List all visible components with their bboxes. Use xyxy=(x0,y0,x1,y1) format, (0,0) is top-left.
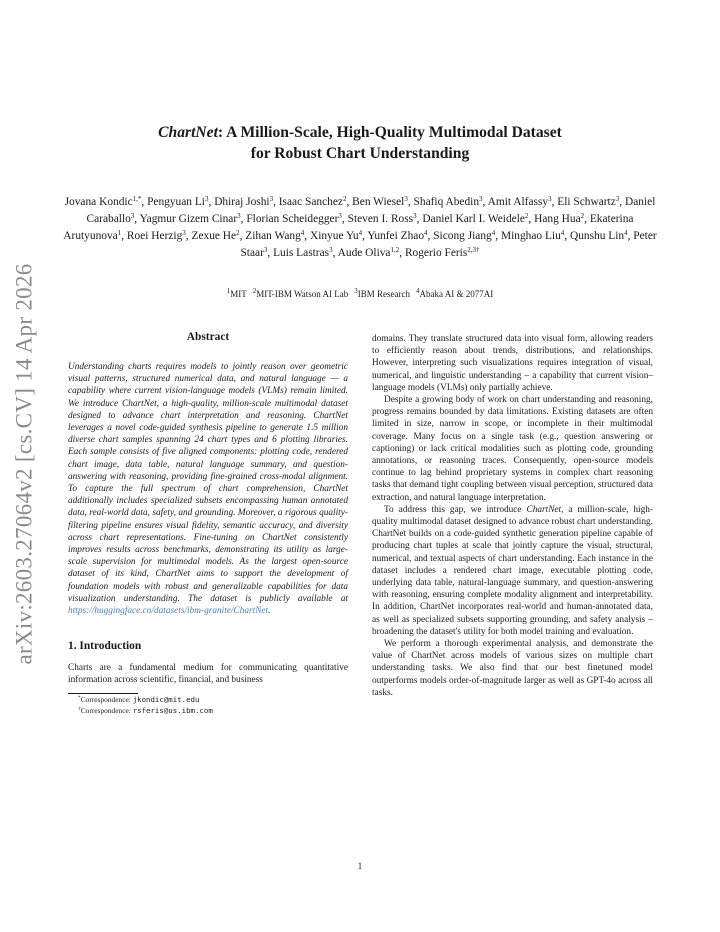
author-affiliation-mark: 3 xyxy=(130,212,135,220)
author-name: Ben Wiesel xyxy=(352,196,405,208)
author-name: Pengyuan Li xyxy=(147,196,205,208)
footnote-1-label: Correspondence: xyxy=(80,694,133,704)
intro-paragraph-3 xyxy=(372,504,653,638)
footnote-1 xyxy=(68,695,348,705)
author-affiliation-mark: 3 xyxy=(329,246,333,254)
author-affiliation-mark: 3 xyxy=(263,246,268,254)
affiliation-list xyxy=(60,288,660,300)
abstract-end: . xyxy=(268,606,271,617)
author-name: Aude Oliva xyxy=(337,247,391,259)
affiliation xyxy=(354,289,410,299)
author-name: Zexue He xyxy=(191,230,237,242)
author xyxy=(246,213,342,225)
author-affiliation-mark: 4 xyxy=(560,229,565,237)
author-affiliation-mark: 2 xyxy=(524,212,529,220)
left-column xyxy=(68,330,348,716)
affiliation xyxy=(253,289,349,299)
abstract-heading: Abstract xyxy=(186,331,230,343)
footnote-2-label: Correspondence: xyxy=(80,705,133,715)
intro-paragraph-1-start: Charts are a fundamental medium for communicating quantitative information across scientific, financial, and business xyxy=(68,663,348,686)
author xyxy=(433,230,495,242)
author xyxy=(140,213,241,225)
author xyxy=(557,196,619,208)
author xyxy=(352,196,408,208)
section-heading-introduction: 1. Introduction xyxy=(68,640,142,653)
author-affiliation-mark: 2 xyxy=(236,229,240,237)
author xyxy=(214,196,273,208)
affiliation xyxy=(416,289,493,299)
author-affiliation-mark: 3 xyxy=(413,212,417,220)
footnote-2-mark: † xyxy=(78,705,81,712)
author-name: Isaac Sanchez xyxy=(278,196,343,208)
author-name: Florian Scheidegger xyxy=(246,213,339,225)
footnote-1-email[interactable]: jkondic@mit.edu xyxy=(132,694,200,704)
author xyxy=(147,196,208,208)
author-affiliation-mark: 1 xyxy=(117,229,122,237)
author-name: Daniel Caraballo xyxy=(86,196,656,225)
author xyxy=(488,196,552,208)
author-name: Dhiraj Joshi xyxy=(214,196,270,208)
affiliation-mark: 3 xyxy=(354,287,358,295)
author-affiliation-mark: 1,2 xyxy=(390,246,400,254)
author-affiliation-mark: 3 xyxy=(182,229,186,237)
author xyxy=(65,196,142,208)
author-name: Xinyue Yu xyxy=(309,230,359,242)
title-line-1 xyxy=(60,122,660,143)
author-name: Peter Staar xyxy=(240,230,657,259)
author-name: Zihan Wang xyxy=(245,230,301,242)
affiliation-name: MIT-IBM Watson AI Lab xyxy=(256,289,349,299)
author-affiliation-mark: 2 xyxy=(580,212,585,220)
author xyxy=(367,230,427,242)
author-list: Jovana Kondic$^{1,*}$, Pengyuan Li$^3$, Dhiraj Joshi$^3$, Isaac Sanchez$^2$, Ben Wiesel$^3$, Shafiq Abedin$^3$, Amit Alfassy$^3$, Eli Schwartz$^3$, Daniel Caraballo$^3$, Yagmur Gizem Cinar$^3$, Florian Scheidegger$^3$, Steven I. Ross$^3$, Daniel Karl I. Weidele$^2$, Hang Hua$^2$, Ekaterina Arutyunova$^1$, Roei Herzig$^3$, Zexue He$^2$, Zihan Wang$^4$, Xinyue Yu$^4$, Yunfei Zhao$^4$, Sicong Jiang$^4$, Minghao Liu$^4$, Qunshu Lin$^4$, Peter Staar$^3$, Luis Lastras$^3$, Aude Oliva$^{1,2}$, Rogerio Feris$^{2,3\dagger}$ xyxy=(63,195,657,259)
author-affiliation-mark: 1,* xyxy=(132,195,142,203)
author-affiliation-mark: 4 xyxy=(424,229,428,237)
arxiv-stamp-text: arXiv:2603.27064v2 [cs.CV] 14 Apr 2026 xyxy=(12,263,37,665)
affiliation-mark: 1 xyxy=(226,287,231,295)
author-name: Sicong Jiang xyxy=(433,230,492,242)
title-line-2: for Robust Chart Understanding xyxy=(250,145,470,162)
arxiv-stamp xyxy=(2,256,48,672)
author-name: Steven I. Ross xyxy=(347,213,414,225)
footnote-2-email[interactable]: rsferis@us.ibm.com xyxy=(132,705,213,715)
author-name: Roei Herzig xyxy=(126,230,183,242)
author-name: Ekaterina Arutyunova xyxy=(63,213,634,242)
author-affiliation-mark: 3 xyxy=(548,195,552,203)
affiliation-mark: 4 xyxy=(416,287,420,295)
author xyxy=(191,230,239,242)
title-line-1-rest: : A Million-Scale, High-Quality Multimodal Dataset xyxy=(217,124,562,141)
author xyxy=(127,230,186,242)
author-affiliation-mark: 3 xyxy=(615,195,620,203)
affiliation-name: IBM Research xyxy=(357,289,410,299)
author-name: Qunshu Lin xyxy=(569,230,625,242)
author xyxy=(501,230,564,242)
author-affiliation-mark: 2,3† xyxy=(467,246,480,254)
author-name: Minghao Liu xyxy=(500,230,561,242)
intro-paragraph-3-b: , a million-scale, high-quality multimodal dataset designed to advance robust chart understanding. ChartNet builds on a code-guided synthetic generation pipeline capable of producing chart tuples at scale that jointly capture the visual, structural, numerical, and textual aspects of chart understanding. Each instance in the dataset includes a rendered chart image, executable plotting code, underlying data table, natural-language summary, and question-answering with reasoning, ensuring complete modality alignment and interpretability. In addition, ChartNet incorporates real-world and human-annotated data, as well as specialized subsets supporting grounding, and safety analysis – broadening the dataset's utility for both model training and evaluation. xyxy=(372,504,653,637)
dataset-link[interactable]: https://huggingface.co/datasets/ibm-granite/ChartNet xyxy=(68,606,269,617)
author xyxy=(405,247,480,259)
author xyxy=(570,230,628,242)
author-affiliation-mark: 2 xyxy=(342,195,347,203)
affiliation-name: Abaka AI & 2077AI xyxy=(419,289,494,299)
author xyxy=(273,247,333,259)
author-affiliation-mark: 3 xyxy=(269,195,274,203)
author-name: Amit Alfassy xyxy=(487,196,549,208)
page-number: 1 xyxy=(357,862,363,872)
author-affiliation-mark: 3 xyxy=(237,212,241,220)
author-name: Luis Lastras xyxy=(273,247,330,259)
author-name: Yunfei Zhao xyxy=(367,230,425,242)
intro-paragraph-1-continued: domains. They translate structured data into visual form, allowing readers to efficiently reason about trends, distributions, and relationships. However, interpreting such visualizations requires integration of visual, numerical, and linguistic understanding – a capability that current vision–language models (VLMs) only partially achieve. xyxy=(372,334,653,393)
author xyxy=(245,230,304,242)
author xyxy=(414,196,483,208)
paper-title xyxy=(60,122,660,164)
affiliation-mark: 2 xyxy=(252,287,257,295)
author-affiliation-mark: 3 xyxy=(479,195,483,203)
title-dataset-name: ChartNet xyxy=(158,124,218,141)
author-affiliation-mark: 3 xyxy=(404,195,408,203)
author-affiliation-mark: 3 xyxy=(204,195,209,203)
intro-paragraph-4: We perform a thorough experimental analysis, and demonstrate the value of ChartNet across models of various sizes on multiple chart understanding tasks. We also find that our best finetuned model outperforms models order-of-magnitude larger as well as GPT-4o across all tasks. xyxy=(372,639,653,698)
author xyxy=(279,196,347,208)
author-name: Rogerio Feris xyxy=(404,247,468,259)
author xyxy=(422,213,528,225)
author-affiliation-mark: 4 xyxy=(491,229,496,237)
author xyxy=(534,213,584,225)
affiliation xyxy=(227,289,247,299)
abstract-text xyxy=(68,361,348,617)
author-affiliation-mark: 4 xyxy=(300,229,305,237)
author-name: Jovana Kondic xyxy=(64,196,133,208)
author-name: Eli Schwartz xyxy=(557,196,616,208)
author xyxy=(310,230,362,242)
author-affiliation-mark: 4 xyxy=(624,229,628,237)
author-name: Yagmur Gizem Cinar xyxy=(139,213,238,225)
footnote-divider xyxy=(68,693,138,694)
intro-paragraph-3-a: To address this gap, we introduce xyxy=(384,504,527,515)
abstract-body: Understanding charts requires models to jointly reason over geometric visual patterns, structured numerical data, and natural language — a capability where current vision-language models (VLMs) remain limited. We introduce ChartNet, a high-quality, million-scale multimodal dataset designed to advance chart interpretation and reasoning. ChartNet leverages a novel code-guided synthesis pipeline to generate 1.5 million diverse chart samples spanning 24 chart types and 6 plotting libraries. Each sample consists of five aligned components: plotting code, rendered chart image, data table, natural language summary, and question-answering with reasoning, providing fine-grained cross-modal alignment. To capture the full spectrum of chart comprehension, ChartNet additionally includes specialized subsets encompassing human annotated data, real-world data, safety, and grounding. Moreover, a rigorous quality-filtering pipeline ensures visual fidelity, semantic accuracy, and diversity across chart representations. Fine-tuning on ChartNet consistently improves results across benchmarks, demonstrating its utility as large-scale supervision for multimodal models. As the largest open-source dataset of its kind, ChartNet aims to support the development of foundation models with robust and generalizable capabilities for data visualization understanding. The dataset is publicly available at xyxy=(68,362,348,604)
footnote-2 xyxy=(68,706,348,716)
author-name: Hang Hua xyxy=(534,213,581,225)
affiliation-name: MIT xyxy=(230,289,247,299)
intro-paragraph-2: Despite a growing body of work on chart understanding and reasoning, progress remains bounded by data limitations. Existing datasets are often limited in size, narrow in scope, or incomplete in their multimodal coverage. Many focus on a single task (e.g., question answering or captioning) or lack critical modalities such as plotting code, grounding annotations, or reasoning traces. Consequently, open-source models continue to lag behind proprietary systems in complex chart reasoning tasks that demand tight coupling between visual perception, structured data extraction, and natural language interpretation. xyxy=(372,395,653,503)
author-name: Daniel Karl I. Weidele xyxy=(422,213,525,225)
right-column xyxy=(372,333,653,699)
author xyxy=(338,247,400,259)
author xyxy=(348,213,417,225)
footnote-1-mark: * xyxy=(78,694,81,701)
author-name: Shafiq Abedin xyxy=(413,196,480,208)
author-affiliation-mark: 4 xyxy=(358,229,363,237)
author-affiliation-mark: 3 xyxy=(338,212,342,220)
intro-paragraph-3-name: ChartNet xyxy=(526,504,562,515)
